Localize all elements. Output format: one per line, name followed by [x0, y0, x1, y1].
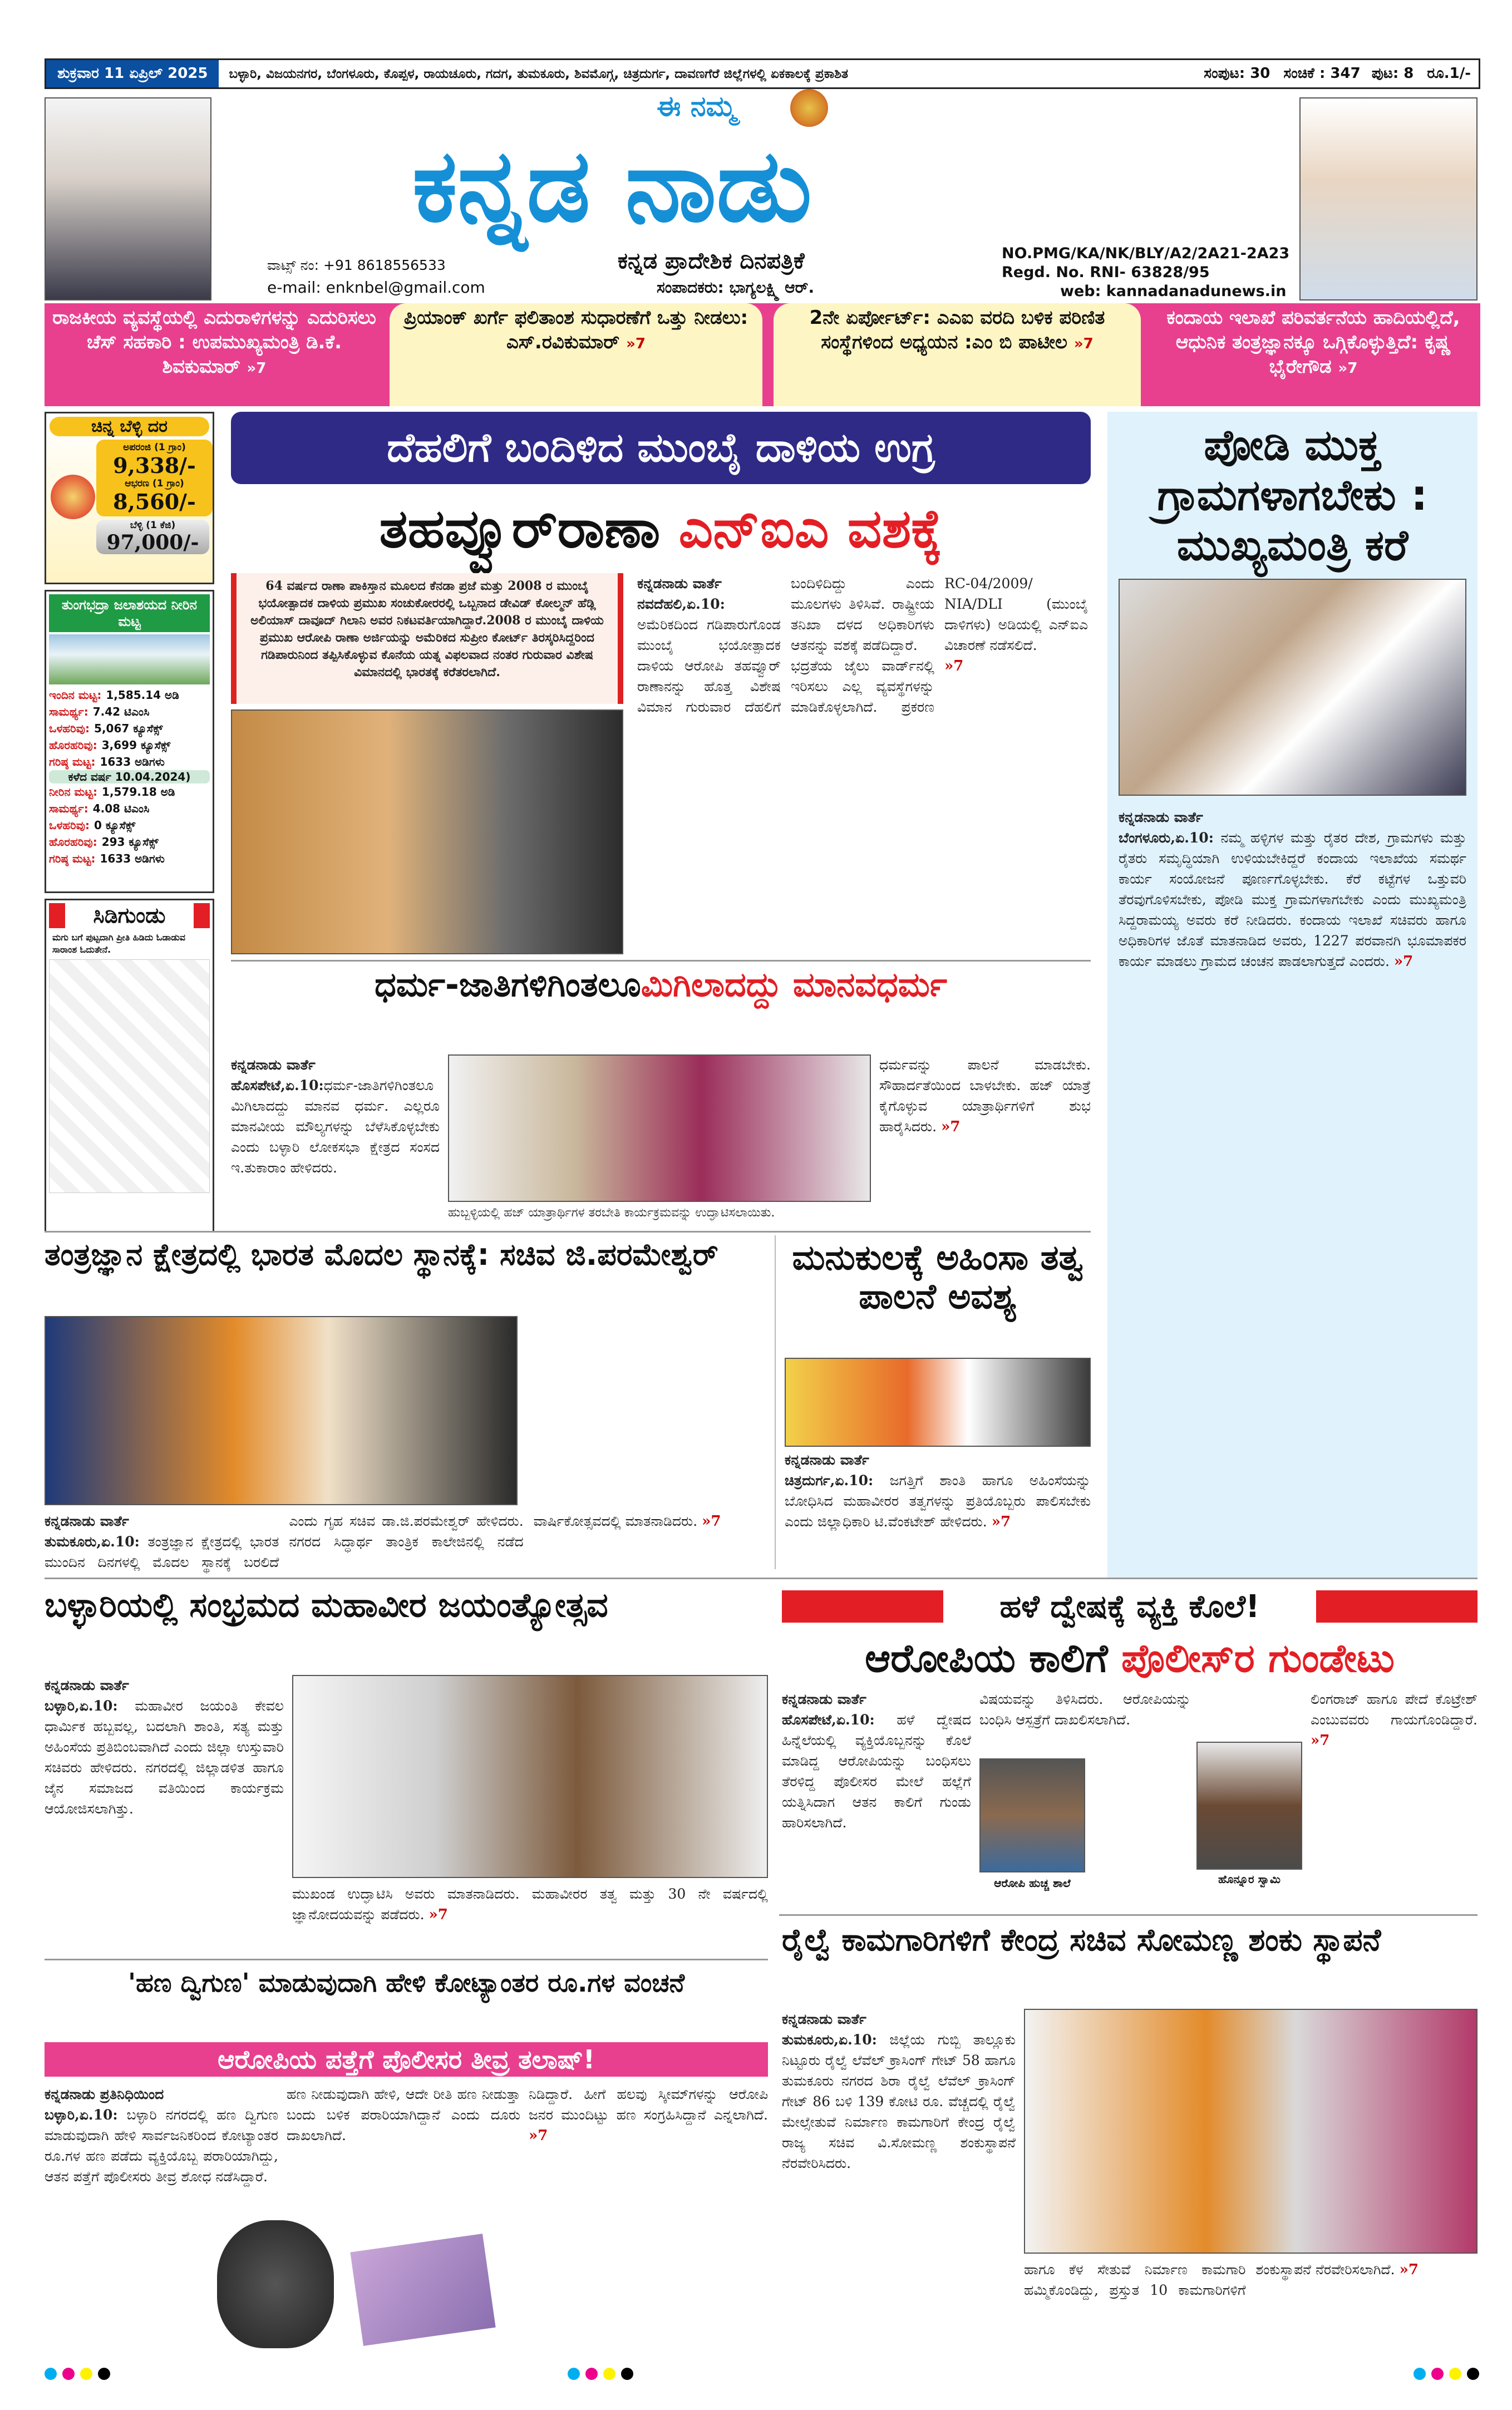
issue-date: ಶುಕ್ರವಾರ 11 ಏಪ್ರಿಲ್ 2025 [46, 60, 219, 87]
banknotes-icon [350, 2234, 495, 2346]
lead-body: ಕನ್ನಡನಾಡು ವಾರ್ತೆ ನವದೆಹಲಿ,ಏ.10: ಅಮೆರಿಕದಿಂದ ಗಡಿಪಾರುಗೊಂಡ ಮುಂಬೈ ಭಯೋತ್ಪಾದಕ ದಾಳಿಯ ಆರೋಪಿ ತಹವ್ವೂರ್ ರಾಣಾನನ್ನು ಹೊತ್ತ ವಿಶೇಷ ವಿಮಾನ ಗುರುವಾರ ದೆಹಲಿಗೆ ಬಂದಿಳಿದಿದ್ದು ಎಂದು ಮೂಲಗಳು ತಿಳಿಸಿವೆ. ರಾಷ್ಟ್ರೀಯ ತನಿಖಾ ದಳದ ಅಧಿಕಾರಿಗಳು ಆತನನ್ನು ವಶಕ್ಕೆ ಪಡೆದಿದ್ದಾರೆ. ಭದ್ರತೆಯ ಜೈಲು ವಾರ್ಡ್‌ನಲ್ಲಿ ಇರಿಸಲು ಎಲ್ಲ ವ್ಯವಸ್ಥೆಗಳನ್ನು ಮಾಡಿಕೊಳ್ಳಲಾಗಿದೆ. ಪ್ರಕರಣ RC-04/2009/ NIA/DLI (ಮುಂಬೈ ದಾಳಿಗಳು) ಅಡಿಯಲ್ಲಿ ಎನ್‌ಐಎ ವಿಚಾರಣೆ ನಡೆಸಲಿದೆ. »7 [637, 575, 1088, 715]
dam-stat-row: ನೀರಿನ ಮಟ್ಟ: 1,579.18 ಅಡಿ [49, 785, 175, 799]
victim-photo [1196, 1742, 1302, 1870]
cartoon-box [45, 899, 214, 1233]
dharma-body-right: ಧರ್ಮವನ್ನು ಪಾಲನೆ ಮಾಡಬೇಕು. ಸೌಹಾರ್ದತೆಯಿಂದ ಬಾಳಬೇಕು. ಹಜ್ ಯಾತ್ರೆ ಕೈಗೊಳ್ಳುವ ಯಾತ್ರಾರ್ಥಿಗಳಿಗೆ ಶುಭ ಹಾರೈಸಿದರು. »7 [879, 1057, 1091, 1135]
fraud-body: ಕನ್ನಡನಾಡು ಪ್ರತಿನಿಧಿಯಿಂದ ಬಳ್ಳಾರಿ,ಏ.10: ಬಳ್ಳಾರಿ ನಗರದಲ್ಲಿ ಹಣ ದ್ವಿಗುಣ ಮಾಡುವುದಾಗಿ ಹೇಳಿ ಸಾರ್ವಜನಿಕರಿಂದ ಕೋಟ್ಯಾಂತರ ರೂ.ಗಳ ಹಣ ಪಡೆದು ವ್ಯಕ್ತಿಯೊಬ್ಬ ಪರಾರಿಯಾಗಿದ್ದು, ಆತನ ಪತ್ತೆಗೆ ಪೊಲೀಸರು ತೀವ್ರ ಶೋಧ ನಡೆಸಿದ್ದಾರೆ. [45, 2086, 278, 2185]
dam-stat-row: ಹೊರಹರಿವು: 293 ಕ್ಯೂಸೆಕ್ಸ್ [49, 835, 159, 849]
dam-stat-row: ಗರಿಷ್ಠ ಮಟ್ಟ: 1633 ಅಡಿಗಳು [49, 755, 165, 768]
murder-body-2: ವಿಷಯವನ್ನು ತಿಳಿಸಿದರು. ಆರೋಪಿಯನ್ನು ಬಂಧಿಸಿ ಆಸ್ಪತ್ರೆಗೆ ದಾಖಲಿಸಲಾಗಿದೆ. [979, 1691, 1191, 1728]
editions-line: ಬಳ್ಳಾರಿ, ವಿಜಯನಗರ, ಬೆಂಗಳೂರು, ಕೊಪ್ಪಳ, ರಾಯಚೂರು, ಗದಗ, ತುಮಕೂರು, ಶಿವಮೊಗ್ಗ, ಚಿತ್ರದುರ್ಗ, ದಾವಣಗೆರೆ ಜಿಲ್ಲೆಗಳಲ್ಲಿ ಏಕಕಾಲಕ್ಕೆ ಪ್ರಕಾಶಿತ [229, 66, 849, 81]
lead-summary: 64 ವರ್ಷದ ರಾಣಾ ಪಾಕಿಸ್ತಾನ ಮೂಲದ ಕೆನಡಾ ಪ್ರಜೆ ಮತ್ತು 2008 ರ ಮುಂಬೈ ಭಯೋತ್ಪಾದಕ ದಾಳಿಯ ಪ್ರಮುಖ ಸಂಚುಕೋರರಲ್ಲಿ ಒಬ್ಬನಾದ ಡೇವಿಡ್ ಕೋಲ್ಮನ್ ಹೆಡ್ಲಿ ಅಲಿಯಾಸ್ ದಾವೂದ್ ಗಿಲಾನಿ ಅವರ ನಿಕಟವರ್ತಿಯಾಗಿದ್ದಾರೆ.2008 ರ ಮುಂಬೈ ದಾಳಿಯ ಪ್ರಮುಖ ಆರೋಪಿ ರಾಣಾ ಅರ್ಜಿಯನ್ನು ಅಮೆರಿಕದ ಸುಪ್ರೀಂ ಕೋರ್ಟ್ ತಿರಸ್ಕರಿಸಿದ್ದರಿಂದ ಗಡಿಪಾರುನಿಂದ ತಪ್ಪಿಸಿಕೊಳ್ಳುವ ಕೊನೆಯ ಯತ್ನ ವಿಫಲವಾದ ನಂತರ ಗುರುವಾರ ವಿಶೇಷ ವಿಮಾನದಲ್ಲಿ ಭಾರತಕ್ಕೆ ಕರೆತರಲಾಗಿದೆ. [231, 573, 623, 704]
cartoon-drawing [49, 959, 210, 1193]
abharana-label: ಆಭರಣ (1 ಗ್ರಾಂ) [125, 478, 184, 489]
railway-body: ಕನ್ನಡನಾಡು ವಾರ್ತೆ ತುಮಕೂರು,ಏ.10: ಜಿಲ್ಲೆಯ ಗುಬ್ಬಿ ತಾಲ್ಲೂಕು ನಿಟ್ಟೂರು ರೈಲ್ವೆ ಲೆವೆಲ್ ಕ್ರಾಸಿಂಗ್ ಗೇಟ್ 58 ಹಾಗೂ ತುಮಕೂರು ನಗರದ ಶಿರಾ ರೈಲ್ವೆ ಲೆವೆಲ್ ಕ್ರಾಸಿಂಗ್ ಗೇಟ್ 86 ಬಳಿ 139 ಕೋಟಿ ರೂ. ವೆಚ್ಚದಲ್ಲಿ ರೈಲ್ವೆ ಮೇಲ್ಸೇತುವೆ ನಿರ್ಮಾಣ ಕಾಮಗಾರಿಗೆ ಕೇಂದ್ರ ರೈಲ್ವೆ ರಾಜ್ಯ ಸಚಿವ ವಿ.ಸೋಮಣ್ಣ ಶಂಕುಸ್ಥಾಪನೆ ನೆರವೇರಿಸಿದರು. [782, 2011, 1016, 2171]
silver-label: ಬೆಳ್ಳಿ (1 ಕೆಜಿ) [130, 520, 176, 531]
website: web: kannadanadunews.in [1060, 283, 1287, 300]
email: e-mail: enknbel@gmail.com [267, 278, 485, 297]
tech-body: ಕನ್ನಡನಾಡು ವಾರ್ತೆ ತುಮಕೂರು,ಏ.10: ತಂತ್ರಜ್ಞಾನ ಕ್ಷೇತ್ರದಲ್ಲಿ ಭಾರತ ಮುಂದಿನ ದಿನಗಳಲ್ಲಿ ಮೊದಲ ಸ್ಥಾನಕ್ಕೆ ಬರಲಿದೆ ಎಂದು ಗೃಹ ಸಚಿವ ಡಾ.ಜಿ.ಪರಮೇಶ್ವರ್ ಹೇಳಿದರು. ನಗರದ ಸಿದ್ಧಾರ್ಥ ತಾಂತ್ರಿಕ ಕಾಲೇಜಿನಲ್ಲಿ ನಡೆದ ವಾರ್ಷಿಕೋತ್ಸವದಲ್ಲಿ ಮಾತನಾಡಿದರು. »7 [45, 1513, 721, 1570]
dam-stat-row: ಒಳಹರಿವು: 5,067 ಕ್ಯೂಸೆಕ್ಸ್ [49, 722, 163, 735]
ballari-photo [292, 1675, 768, 1878]
dam-photo [49, 634, 210, 684]
murder-body: ಕನ್ನಡನಾಡು ವಾರ್ತೆ ಹೊಸಪೇಟೆ,ಏ.10: ಹಳೆ ದ್ವೇಷದ ಹಿನ್ನೆಲೆಯಲ್ಲಿ ವ್ಯಕ್ತಿಯೊಬ್ಬನನ್ನು ಕೊಲೆ ಮಾಡಿದ್ದ ಆರೋಪಿಯನ್ನು ಬಂಧಿಸಲು ತೆರಳಿದ್ದ ಪೊಲೀಸರ ಮೇಲೆ ಹಲ್ಲೆಗೆ ಯತ್ನಿಸಿದಾಗ ಆತನ ಕಾಲಿಗೆ ಗುಂಡು ಹಾರಿಸಲಾಗಿದೆ. [782, 1691, 972, 1831]
red-bar-left [782, 1590, 943, 1623]
teaser-strip [45, 303, 1480, 406]
portrait-right [1299, 97, 1477, 300]
color-registration-marks [45, 2368, 110, 2380]
cm-photo [1119, 579, 1466, 796]
dharma-caption: ಹುಬ್ಬಳ್ಳಿಯಲ್ಲಿ ಹಜ್ ಯಾತ್ರಾರ್ಥಿಗಳ ತರಬೇತಿ ಕಾರ್ಯಕ್ರಮವನ್ನು ಉದ್ಘಾಟಿಸಲಾಯಿತು. [448, 1206, 775, 1220]
volume: ಸಂಪುಟ: 30 [1204, 65, 1270, 82]
teaser-4[interactable]: ಕಂದಾಯ ಇಲಾಖೆ ಪರಿವರ್ತನೆಯ ಹಾದಿಯಲ್ಲಿದೆ, ಆಧುನಿಕ ತಂತ್ರಜ್ಞಾನಕ್ಕೂ ಒಗ್ಗಿಕೊಳ್ಳುತ್ತಿದೆ: ಕೃಷ್ಣ ಭೈರೇಗೌಡ »7 [1166, 307, 1460, 378]
cm-story [1107, 412, 1477, 1578]
red-bar-right [1316, 1590, 1477, 1623]
dam-stat-row: ಸಾಮರ್ಥ್ಯ: 4.08 ಟಿಎಂಸಿ [49, 802, 150, 815]
logo-tagline: ಈ ನಮ್ಮ [657, 90, 736, 122]
color-registration-marks-center [568, 2368, 633, 2380]
teaser-3[interactable]: 2ನೇ ಏರ್ಪೋರ್ಟ್: ಎಎಐ ವರದಿ ಬಳಿಕ ಪರಿಣಿತ ಸಂಸ್ಥೆಗಳಿಂದ ಅಧ್ಯಯನ :ಎಂ ಬಿ ಪಾಟೀಲ »7 [774, 303, 1141, 406]
railway-photo [1024, 2009, 1477, 2254]
cm-headline: ಪೋಡಿ ಮುಕ್ತ ಗ್ರಾಮಗಳಾಗಬೇಕು : ಮುಖ್ಯಮಂತ್ರಿ ಕರೆ [1157, 420, 1428, 570]
page-count: ಪುಟ: 8 [1371, 65, 1414, 82]
price: ರೂ.1/- [1427, 65, 1471, 82]
dam-stat-row: ಗರಿಷ್ಠ ಮಟ್ಟ: 1633 ಅಡಿಗಳು [49, 852, 165, 865]
editor: ಸಂಪಾದಕರು: ಭಾಗ್ಯಲಕ್ಷ್ಮಿ ಆರ್. [657, 278, 815, 297]
ballari-body: ಕನ್ನಡನಾಡು ವಾರ್ತೆ ಬಳ್ಳಾರಿ,ಏ.10: ಮಹಾವೀರ ಜಯಂತಿ ಕೇವಲ ಧಾರ್ಮಿಕ ಹಬ್ಬವಲ್ಲ, ಬದಲಾಗಿ ಶಾಂತಿ, ಸತ್ಯ ಮತ್ತು ಅಹಿಂಸೆಯ ಪ್ರತಿಬಿಂಬವಾಗಿದೆ ಎಂದು ಜಿಲ್ಲಾ ಉಸ್ತುವಾರಿ ಸಚಿವರು ಹೇಳಿದರು. ನಗರದಲ್ಲಿ ಜಿಲ್ಲಾಡಳಿತ ಹಾಗೂ ಜೈನ ಸಮಾಜದ ವತಿಯಿಂದ ಕಾರ್ಯಕ್ರಮ ಆಯೋಜಿಸಲಾಗಿತ್ತು. [45, 1677, 284, 1817]
newspaper-logo: ಕನ್ನಡ ನಾಡು [412, 128, 812, 244]
dam-stat-row: ಒಳಹರಿವು: 0 ಕ್ಯೂಸೆಕ್ಸ್ [49, 819, 136, 832]
lead-kicker: ದೆಹಲಿಗೆ ಬಂದಿಳಿದ ಮುಂಬೈ ದಾಳಿಯ ಉಗ್ರ [231, 412, 1091, 484]
railway-body-2: ಹಾಗೂ ಕೆಳ ಸೇತುವೆ ನಿರ್ಮಾಣ ಕಾಮಗಾರಿ ಹಮ್ಮಿಕೊಂಡಿದ್ದು, ಪ್ರಸ್ತುತ 10 ಕಾಮಗಾರಿಗಳಿಗೆ ಶಂಕುಸ್ಥಾಪನೆ ನೆರವೇರಿಸಲಾಗಿದೆ. »7 [1024, 2261, 1419, 2298]
ahimsa-headline: ಮನುಕುಲಕ್ಕೆ ಅಹಿಂಸಾ ತತ್ವ ಪಾಲನೆ ಅವಶ್ಯ [792, 1237, 1083, 1317]
last-year-label: ಕಳೆದ ವರ್ಷ 10.04.2024) [49, 770, 210, 783]
cm-body: ಕನ್ನಡನಾಡು ವಾರ್ತೆ ಬೆಂಗಳೂರು,ಏ.10: ನಮ್ಮ ಹಳ್ಳಿಗಳ ಮತ್ತು ರೈತರ ದೇಶ, ಗ್ರಾಮಗಳು ಮತ್ತು ರೈತರು ಸಮೃದ್ಧಿಯಾಗಿ ಉಳಿಯಬೇಕಿದ್ದರೆ ಕಂದಾಯ ಇಲಾಖೆಯ ಸಮರ್ಥ ಕಾರ್ಯ ಸಂಯೋಜನೆ ಪೂರ್ಣಗೊಳ್ಳಬೇಕು. ಕೆರೆ ಕಟ್ಟೆಗಳ ಒತ್ತುವರಿ ತೆರವುಗೊಳಿಸಬೇಕು, ಪೋಡಿ ಮುಕ್ತ ಗ್ರಾಮಗಳಾಗಬೇಕು ಎಂದು ಮುಖ್ಯಮಂತ್ರಿ ಸಿದ್ದರಾಮಯ್ಯ ಅವರು ಕರೆ ನೀಡಿದರು. ಕಂದಾಯ ಇಲಾಖೆ ಸಚಿವರು ಹಾಗೂ ಅಧಿಕಾರಿಗಳ ಜೊತೆ ಮಾತನಾಡಿದ ಅವರು, 1227 ಪರವಾನಗಿ ಭೂಮಾಪಕರ ಕಾರ್ಯ ಮಾಡಲು ಗ್ರಾಮದ ಚಂಚನ ಪಾಡಲಾಗುತ್ತದೆ ಎಂದರು. »7 [1119, 809, 1466, 970]
cartoon-title: ಸಿಡಿಗುಂಡು [49, 903, 210, 928]
murder-body-3: ಲಿಂಗರಾಜ್ ಹಾಗೂ ಪೇದೆ ಕೊಟ್ರೇಶ್ ಎಂಬುವವರು ಗಾಯಗೊಂಡಿದ್ದಾರೆ. »7 [1311, 1691, 1477, 1749]
aparanji-label: ಅಪರಂಜಿ (1 ಗ್ರಾಂ) [123, 442, 186, 453]
dam-title: ತುಂಗಭದ್ರಾ ಜಲಾಶಯದ ನೀರಿನ ಮಟ್ಟ [49, 594, 210, 632]
dam-stat-row: ಇಂದಿನ ಮಟ್ಟ: 1,585.14 ಅಡಿ [49, 688, 179, 702]
ballari-headline: ಬಳ್ಳಾರಿಯಲ್ಲಿ ಸಂಭ್ರಮದ ಮಹಾವೀರ ಜಯಂತ್ಯೋತ್ಸವ [45, 1586, 608, 1625]
accused-photo [979, 1758, 1085, 1872]
gold-coins-icon [51, 475, 95, 519]
aparanji-price: 9,338/- [113, 453, 196, 478]
gold-rate-box [45, 412, 214, 584]
murder-headline: ಆರೋಪಿಯ ಕಾಲಿಗೆ ಪೊಲೀಸ್‌ರ ಗುಂಡೇಟು [865, 1635, 1395, 1681]
fraud-body-3: ನಿಡಿದ್ದಾರೆ. ಹೀಗೆ ಹಲವು ಸ್ಕೀಮ್‌ಗಳನ್ನು ಆರೋಪಿ ಜನರ ಮುಂದಿಟ್ಟು ಹಣ ಸಂಗ್ರಹಿಸಿದ್ದಾನೆ ಎನ್ನಲಾಗಿದೆ. »7 [529, 2086, 768, 2144]
abharana-price: 8,560/- [113, 489, 196, 514]
fraud-subhead: ಆರೋಪಿಯ ಪತ್ತೆಗೆ ಪೊಲೀಸರ ತೀವ್ರ ತಲಾಷ್! [45, 2042, 768, 2077]
postal-reg: NO.PMG/KA/NK/BLY/A2/2A21-2A23 [1002, 245, 1290, 262]
color-registration-marks-right [1414, 2368, 1479, 2380]
tech-headline: ತಂತ್ರಜ್ಞಾನ ಕ್ಷೇತ್ರದಲ್ಲಿ ಭಾರತ ಮೊದಲ ಸ್ಥಾನಕ್ಕೆ: ಸಚಿವ ಜಿ.ಪರಮೇಶ್ವರ್ [45, 1237, 718, 1272]
fraud-body-2: ಹಣ ನೀಡುವುದಾಗಿ ಹೇಳಿ, ಆದೇ ರೀತಿ ಹಣ ನೀಡುತ್ತಾ ಬಂದು ಬಳಿಕ ಪರಾರಿಯಾಗಿದ್ದಾನೆ ಎಂದು ದೂರು ದಾಖಲಾಗಿದೆ. [287, 2086, 520, 2143]
date-bar [45, 58, 1480, 89]
dam-level-box [45, 590, 214, 893]
dharma-body-left: ಕನ್ನಡನಾಡು ವಾರ್ತೆ ಹೊಸಪೇಟೆ,ಏ.10:ಧರ್ಮ-ಜಾತಿಗಳಿಗಿಂತಲೂ ಮಿಗಿಲಾದದ್ದು ಮಾನವ ಧರ್ಮ. ಎಲ್ಲರೂ ಮಾನವೀಯ ಮೌಲ್ಯಗಳನ್ನು ಬೆಳೆಸಿಕೊಳ್ಳಬೇಕು ಎಂದು ಬಳ್ಳಾರಿ ಲೋಕಸಭಾ ಕ್ಷೇತ್ರದ ಸಂಸದ ಇ.ತುಕಾರಾಂ ಹೇಳಿದರು. [231, 1057, 440, 1176]
whatsapp-number: ವಾಟ್ಸ್ ನಂ: +91 8618556533 [267, 257, 446, 273]
murder-kicker: ಹಳೆ ದ್ವೇಷಕ್ಕೆ ವ್ಯಕ್ತಿ ಕೊಲೆ! [999, 1589, 1260, 1625]
newspaper-subtitle: ಕನ್ನಡ ಪ್ರಾದೇಶಿಕ ದಿನಪತ್ರಿಕೆ [618, 248, 805, 274]
dharma-headline: ಧರ್ಮ-ಜಾತಿಗಳಿಗಿಂತಲೂಮಿಗಿಲಾದದ್ದು ಮಾನವಧರ್ಮ [375, 965, 947, 1004]
portrait-left [45, 97, 211, 300]
lead-photo [231, 709, 623, 954]
accused-caption: ಆರೋಪಿ ಹುಚ್ಚ ಶಾಲೆ [994, 1876, 1071, 1890]
ahimsa-photo [785, 1358, 1091, 1447]
ahimsa-body: ಕನ್ನಡನಾಡು ವಾರ್ತೆ ಚಿತ್ರದುರ್ಗ,ಏ.10: ಜಗತ್ತಿಗೆ ಶಾಂತಿ ಹಾಗೂ ಅಹಿಂಸೆಯನ್ನು ಬೋಧಿಸಿದ ಮಹಾವೀರರ ತತ್ವಗಳನ್ನು ಪ್ರತಿಯೊಬ್ಬರು ಪಾಲಿಸಬೇಕು ಎಂದು ಜಿಲ್ಲಾಧಿಕಾರಿ ಟಿ.ವೆಂಕಟೇಶ್ ಹೇಳಿದರು. »7 [785, 1452, 1091, 1530]
karnataka-emblem-icon [790, 89, 828, 127]
cartoon-caption: ಮಗು ಬಗೆ ಪುಟ್ಟದಾಗಿ ಪ್ರೀತಿ ಹಿಡಿದು ಓಡಾಡುವ ಸಾರಾಂಶ ಓದುತೇನೆ. [52, 932, 185, 955]
teaser-1[interactable]: ರಾಜಕೀಯ ವ್ಯವಸ್ಥೆಯಲ್ಲಿ ಎದುರಾಳಿಗಳನ್ನು ಎದುರಿಸಲು ಚೆಸ್ ಸಹಕಾರಿ : ಉಪಮುಖ್ಯಮಂತ್ರಿ ಡಿ.ಕೆ. ಶಿವಕುಮಾರ್ »7 [52, 307, 376, 378]
silver-price: 97,000/- [106, 531, 199, 554]
dharma-photo [448, 1054, 871, 1202]
rni-reg: Regd. No. RNI- 63828/95 [1002, 264, 1210, 281]
lead-headline: ತಹವ್ವೂರ್‌ರಾಣಾ ಎನ್‌ಐಎ ವಶಕ್ಕೆ [379, 497, 943, 560]
dam-stat-row: ಸಾಮರ್ಥ್ಯ: 7.42 ಟಿಎಂಸಿ [49, 705, 150, 718]
ballari-body-2: ಮುಖಂಡ ಉದ್ಘಾಟಿಸಿ ಅವರು ಮಾತನಾಡಿದರು. ಮಹಾವೀರರ ತತ್ವ ಮತ್ತು 30 ನೇ ವರ್ಷದಲ್ಲಿ ಜ್ಞಾನೋದಯವನ್ನು ಪಡೆದರು. »7 [292, 1886, 768, 1923]
fraud-headline: 'ಹಣ ದ್ವಿಗುಣ' ಮಾಡುವುದಾಗಿ ಹೇಳಿ ಕೋಟ್ಯಾಂತರ ರೂ.ಗಳ ವಂಚನೆ [127, 1968, 685, 1998]
gold-title: ಚಿನ್ನ ಬೆಳ್ಳಿ ದರ [50, 417, 209, 436]
railway-headline: ರೈಲ್ವೆ ಕಾಮಗಾರಿಗಳಿಗೆ ಕೇಂದ್ರ ಸಚಿವ ಸೋಮಣ್ಣ ಶಂಕು ಸ್ಥಾಪನೆ [782, 1922, 1381, 1958]
money-bag-icon [217, 2220, 334, 2348]
issue-number: ಸಂಚಿಕೆ : 347 [1283, 65, 1361, 82]
teaser-2[interactable]: ಪ್ರಿಯಾಂಕ್ ಖರ್ಗೆ ಫಲಿತಾಂಶ ಸುಧಾರಣೆಗೆ ಒತ್ತು ನೀಡಲು: ಎಸ್.ರವಿಕುಮಾರ್ »7 [390, 303, 762, 406]
victim-caption: ಹೊನ್ನೂರ ಸ್ವಾಮಿ [1218, 1872, 1280, 1886]
dam-stat-row: ಹೊರಹರಿವು: 3,699 ಕ್ಯೂಸೆಕ್ಸ್ [49, 738, 171, 752]
tech-photo [45, 1316, 518, 1505]
